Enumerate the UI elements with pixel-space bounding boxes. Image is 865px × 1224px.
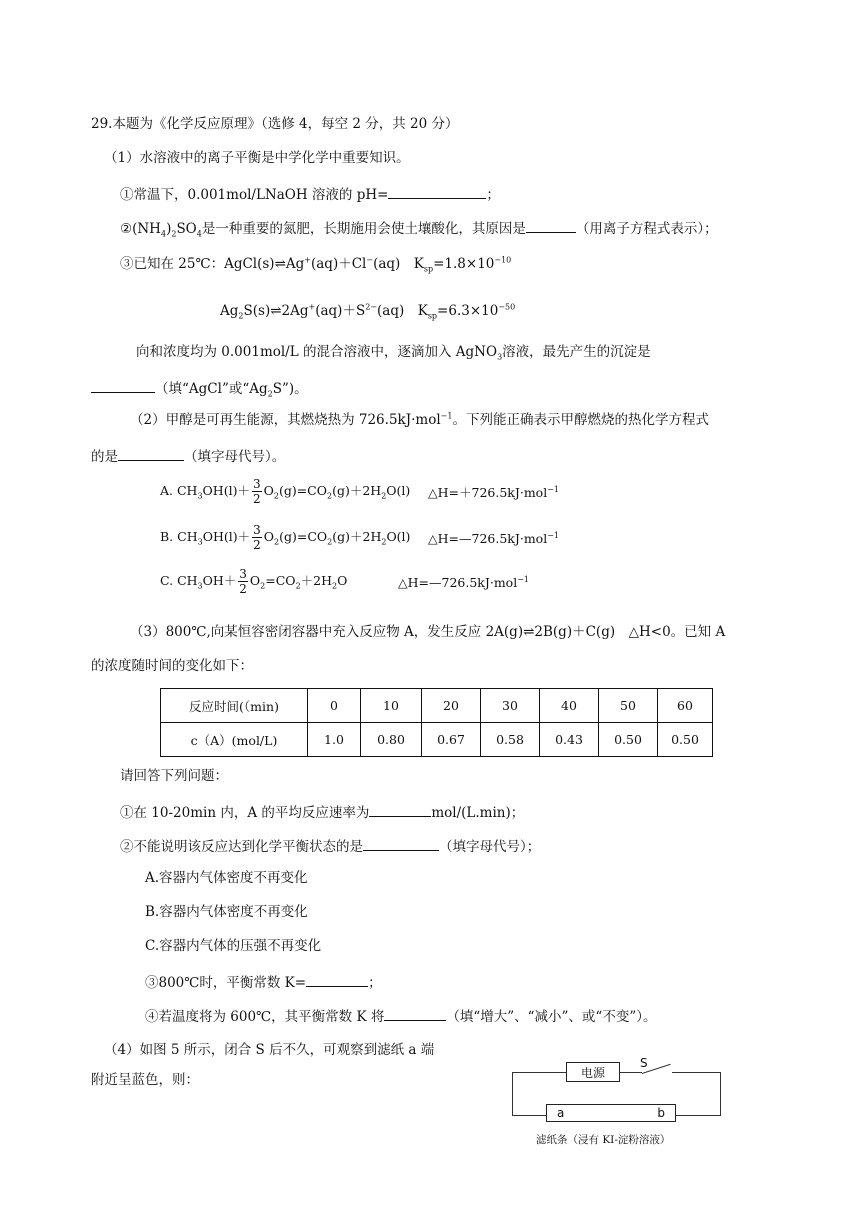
q2-sub: 4	[196, 229, 202, 239]
opt-c-text: O	[337, 573, 348, 588]
part2-option-a-dh	[428, 484, 560, 500]
s2-end: （填字母代号）；	[439, 839, 541, 855]
table-cell: 40	[540, 689, 599, 723]
filter-paper-strip	[546, 1104, 676, 1122]
part4-line1: （4）如图 5 所示，闭合 S 后不久，可观察到滤纸 a 端	[104, 1042, 435, 1058]
opt-a-sub: 3	[197, 491, 203, 501]
table-cell: 0.80	[361, 723, 422, 757]
opt-a-dh: △H=＋726.5kJ·mol	[428, 485, 548, 500]
part3-s1	[120, 804, 524, 821]
s3-end: ；	[368, 975, 382, 991]
opt-c-text: O	[249, 573, 261, 588]
eq2-sup: +	[308, 302, 316, 312]
table-cell: 0.50	[599, 723, 658, 757]
concentration-table	[160, 688, 713, 757]
part1-q1-text: ①常温下，0.001mol/LNaOH 溶液的 pH=	[120, 187, 389, 203]
eq2-part: (aq) K	[377, 303, 428, 319]
opt-c-text: C. CH	[160, 573, 198, 588]
part1-q1	[120, 186, 500, 203]
opt-a-text: O	[263, 483, 274, 498]
q2-sub: 4	[160, 229, 167, 239]
part2-text: （2）甲醇是可再生能源，其燃烧热为 726.5kJ·mol	[130, 412, 441, 428]
part1-q2	[120, 220, 718, 237]
table-cell: 0.58	[481, 723, 540, 757]
answer-blank-k-change[interactable]	[384, 1008, 446, 1021]
q2-end: （用离子方程式表示）；	[575, 221, 718, 237]
eq1-ksp-sub: sp	[423, 264, 434, 274]
part3-option-b: B.容器内气体密度不再变化	[145, 904, 308, 920]
opt-c-sub: 2	[260, 581, 266, 591]
part1-q3-equation1	[120, 255, 512, 274]
part3-line1: （3）800℃,向某恒容密闭容器中充入反应物 A，发生反应 2A(g)⇌2B(g)＋C(g) △H<0。已知 A	[130, 624, 726, 640]
table-row-concentration	[161, 723, 713, 757]
part3-option-a: A.容器内气体密度不再变化	[145, 870, 308, 886]
part2-option-c	[160, 568, 347, 595]
s3-text: ③800℃时，平衡常数 K=	[145, 975, 307, 991]
eq2-sub: 2	[238, 311, 244, 321]
part2-option-b	[160, 524, 410, 551]
s1-text: ①在 10-20min 内，A 的平均反应速率为	[120, 805, 370, 821]
opt-b-text: B. CH	[160, 529, 198, 544]
q3-text-end: 溶液，最先产生的沉淀是	[502, 344, 651, 360]
opt-c-sub: 2	[332, 581, 338, 591]
part2-option-b-dh	[428, 530, 560, 546]
answer-blank-precipitate[interactable]	[91, 380, 155, 393]
part2-option-c-dh	[398, 574, 530, 590]
s4-text: ④若温度将为 600℃，其平衡常数 K 将	[145, 1009, 385, 1025]
opt-b-text: O	[263, 529, 274, 544]
end-a-label: a	[557, 1106, 565, 1120]
opt-c-text: =CO	[265, 573, 296, 588]
opt-c-dh: △H=—726.5kJ·mol	[398, 575, 518, 590]
q3-sub: 3	[497, 352, 503, 362]
table-cell: 20	[422, 689, 481, 723]
part1-intro: （1）水溶液中的离子平衡是中学化学中重要知识。	[104, 150, 410, 166]
table-cell: 1.0	[308, 723, 361, 757]
part3-s4	[145, 1008, 657, 1025]
opt-a-exp: −1	[547, 484, 560, 494]
table-cell: 0.50	[658, 723, 713, 757]
part4-line2: 附近呈蓝色，则：	[91, 1072, 199, 1088]
part2-line2-pre: 的是	[91, 449, 118, 465]
eq1-ksp-value: =1.8×10	[433, 256, 495, 272]
eq2-ksp-exp: −50	[498, 302, 516, 312]
table-row-time	[161, 689, 713, 723]
opt-b-exp: −1	[547, 530, 560, 540]
fraction-three-halves: $\frac{3}{2}$	[252, 477, 261, 506]
opt-a-sub: 2	[381, 491, 387, 501]
figure-caption: 滤纸条（浸有 KI-淀粉溶液）	[536, 1134, 671, 1146]
part3-s3	[145, 974, 382, 991]
opt-a-sub: 2	[326, 491, 333, 501]
q3-hint-sub: 2	[267, 389, 273, 399]
part1-q3-equation2	[220, 302, 516, 321]
q2-sub: 2	[171, 229, 177, 239]
table-cell: 30	[481, 689, 540, 723]
eq1-part: ③已知在 25℃：AgCl(s)⇌Ag	[120, 256, 305, 272]
answer-blank-rate[interactable]	[369, 804, 431, 817]
part1-q1-end: ；	[486, 187, 500, 203]
eq1-ksp-exp: −10	[494, 255, 512, 265]
answer-blank-k[interactable]	[306, 974, 368, 987]
eq2-part: S(s)⇌2Ag	[243, 303, 309, 319]
table-cell: c（A）(mol/L)	[161, 723, 308, 757]
q2-text: 是一种重要的氮肥，长期施用会使土壤酸化，其原因是	[201, 221, 526, 237]
answer-blank-ph[interactable]	[388, 186, 486, 199]
opt-c-sub: 3	[197, 581, 203, 591]
opt-a-text: OH(l)＋	[202, 483, 250, 498]
opt-a-text: (g)＋2H	[332, 483, 382, 498]
s1-unit: mol/(L.min)；	[431, 805, 525, 821]
opt-a-text: O(l)	[386, 483, 411, 498]
part3-option-c: C.容器内气体的压强不再变化	[145, 938, 322, 954]
question-heading: 29.本题为《化学反应原理》（选修 4，每空 2 分，共 20 分）	[91, 116, 459, 132]
opt-c-text: OH＋	[202, 573, 237, 588]
table-cell: 0.67	[422, 723, 481, 757]
power-label: 电源	[580, 1065, 605, 1080]
eq2-ksp-value: =6.3×10	[437, 303, 499, 319]
circuit-diagram	[508, 1056, 728, 1152]
part2-line2	[91, 448, 285, 465]
eq2-part: (aq)＋S	[315, 303, 366, 319]
part2-text-end: 。下列能正确表示甲醇燃烧的热化学方程式	[452, 412, 709, 428]
q2-formula-part: SO	[176, 221, 197, 237]
fraction-three-halves: $\frac{3}{2}$	[239, 567, 247, 596]
q3-hint-end: S”)。	[272, 381, 308, 397]
s4-end: （填“增大”、“减小”、或“不变”）。	[446, 1009, 657, 1025]
opt-c-sub: 2	[295, 581, 301, 591]
q2-formula-part: )	[166, 221, 172, 237]
answer-blank-equation-choice[interactable]	[118, 448, 184, 461]
s2-text: ②不能说明该反应达到化学平衡状态的是	[120, 839, 363, 855]
eq2-part: Ag	[220, 303, 239, 319]
opt-b-text: (g)=CO	[279, 529, 328, 544]
table-cell: 10	[361, 689, 422, 723]
eq1-sup: +	[304, 255, 311, 265]
opt-b-dh: △H=—726.5kJ·mol	[428, 531, 548, 546]
part2-line1	[130, 411, 709, 428]
eq2-ksp-sub: sp	[427, 311, 438, 321]
eq1-part: (aq)＋Cl	[310, 256, 367, 272]
q3-hint: （填“AgCl”或“Ag	[155, 381, 268, 397]
opt-b-sub: 2	[274, 537, 280, 547]
table-cell: 60	[658, 689, 713, 723]
opt-a-text: (g)=CO	[278, 483, 327, 498]
part3-s2	[120, 838, 540, 855]
q3-text: 向和浓度均为 0.001mol/L 的混合溶液中，逐滴加入 AgNO	[136, 344, 498, 360]
opt-a-text: A. CH	[160, 483, 198, 498]
part2-line2-end: （填字母代号）。	[184, 449, 286, 465]
opt-b-sub: 2	[381, 537, 387, 547]
table-cell: 0.43	[540, 723, 599, 757]
opt-c-exp: −1	[517, 574, 530, 584]
part1-q3-line2	[91, 380, 308, 397]
part2-option-a	[160, 478, 410, 505]
eq2-sup: 2−	[365, 302, 377, 312]
answer-blank-ion-equation[interactable]	[526, 220, 576, 233]
table-cell: 反应时间(（min)	[161, 689, 308, 723]
eq1-part: (aq) K	[373, 256, 424, 272]
answer-blank-equilibrium[interactable]	[363, 838, 439, 851]
fraction-three-halves: $\frac{3}{2}$	[253, 523, 261, 552]
opt-b-sub: 2	[327, 537, 333, 547]
opt-c-text: ＋2H	[300, 573, 333, 588]
part3-line2: 的浓度随时间的变化如下：	[91, 658, 253, 674]
table-cell: 50	[599, 689, 658, 723]
opt-b-text: O(l)	[386, 529, 411, 544]
opt-b-text: (g)＋2H	[332, 529, 382, 544]
part3-ask: 请回答下列问题：	[120, 768, 228, 784]
opt-b-text: OH(l)＋	[202, 529, 251, 544]
part2-sup: −1	[440, 411, 453, 421]
q2-formula-part: ②(NH	[120, 221, 161, 237]
part1-q3-line1	[136, 346, 651, 360]
opt-b-sub: 3	[197, 537, 203, 547]
power-source	[566, 1062, 620, 1082]
table-cell: 0	[308, 689, 361, 723]
eq1-sup: −	[366, 255, 374, 265]
opt-a-sub: 2	[273, 491, 279, 501]
end-b-label: b	[657, 1106, 665, 1120]
switch-label: S	[640, 1056, 648, 1070]
